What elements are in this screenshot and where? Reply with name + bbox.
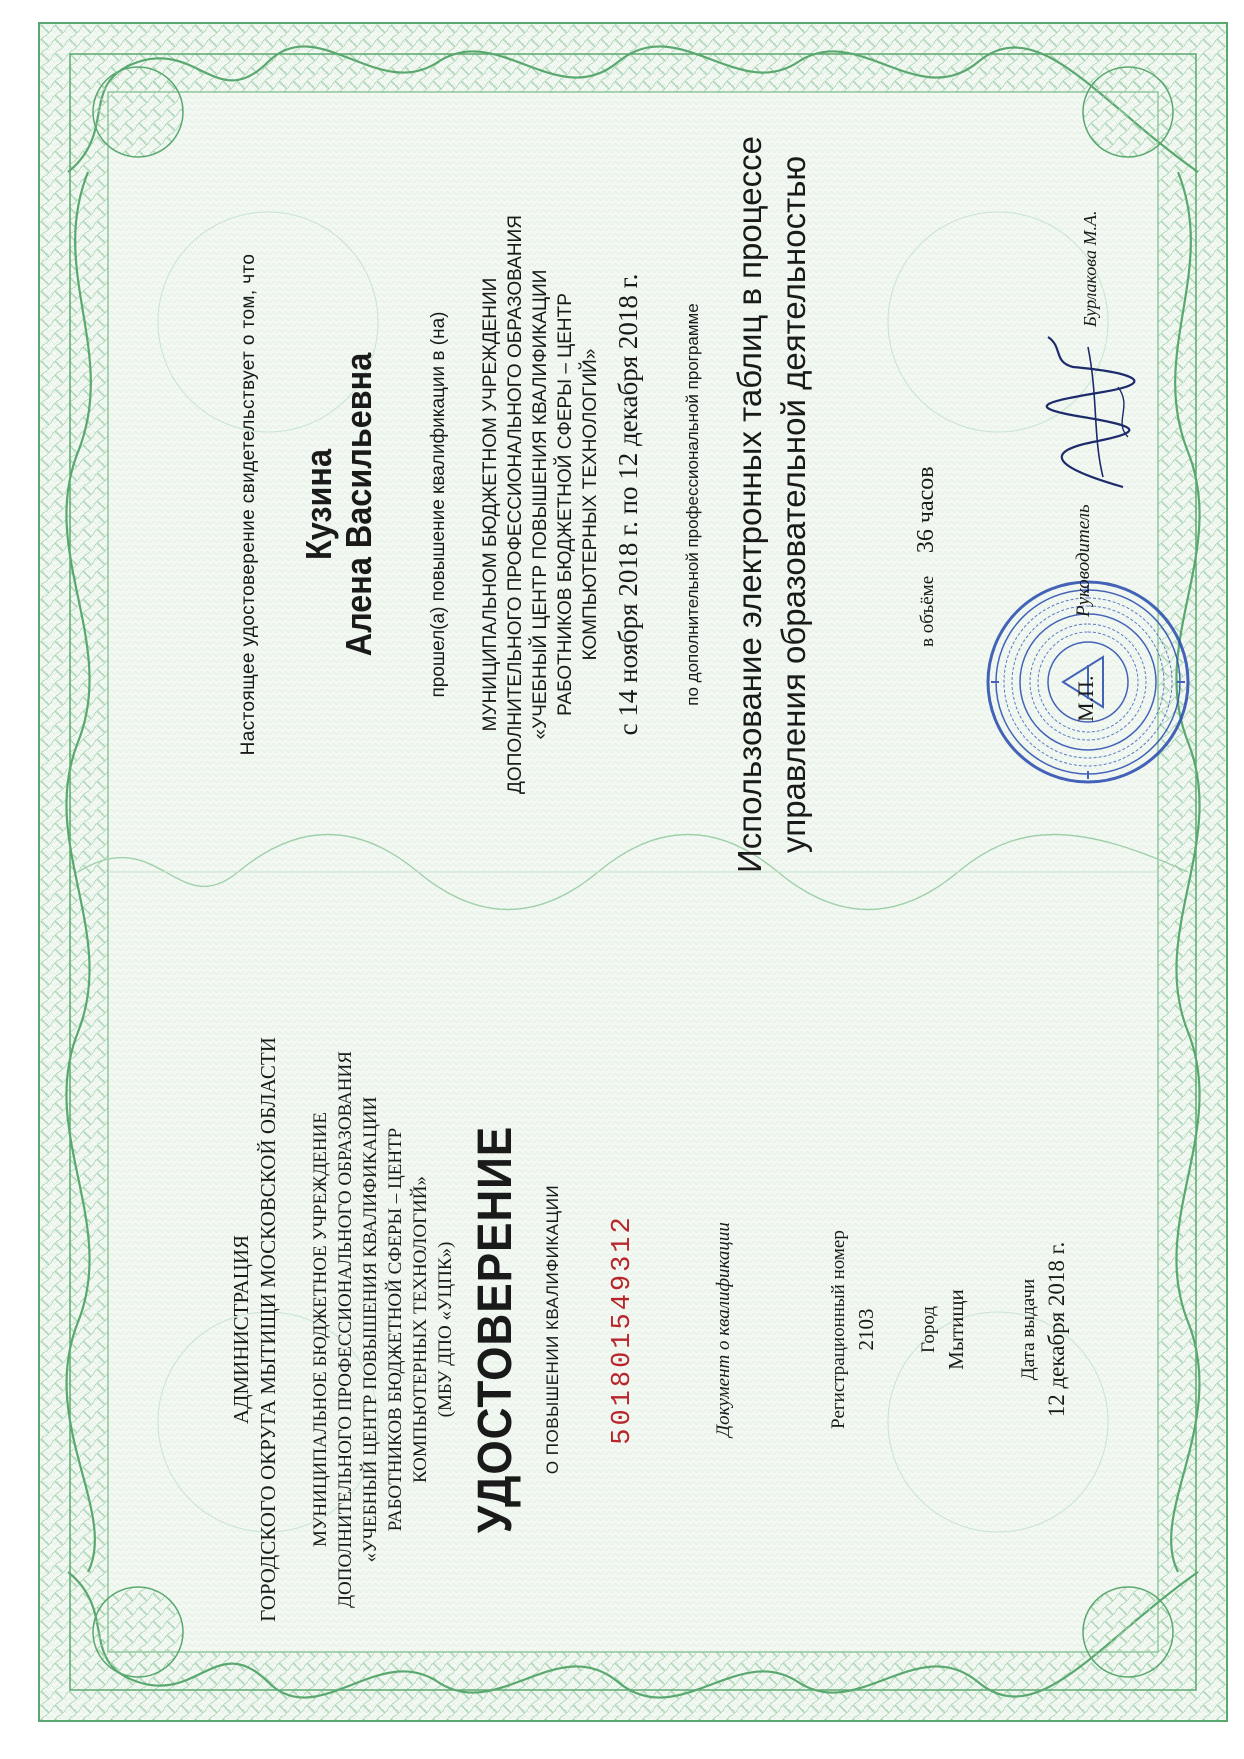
certificate-sheet: [38, 22, 1228, 1722]
institution-block: [308, 917, 458, 1742]
city-label: Город: [918, 1306, 939, 1353]
registration-label: Регистрационный номер: [828, 1230, 849, 1429]
organization-line: ДОПОЛНИТЕЛЬНОГО ПРОФЕССИОНАЛЬНОГО ОБРАЗОВАНИЯ: [505, 215, 526, 794]
head-name: Бурлакова М.А.: [1080, 210, 1100, 327]
passed-text: прошел(а) повышение квалификации в (на): [428, 311, 449, 698]
organization-line: КОМПЬЮТЕРНЫХ ТЕХНОЛОГИЙ»: [580, 348, 601, 661]
head-label: Руководитель: [1073, 504, 1094, 617]
signature-icon: [1033, 327, 1153, 497]
organization-line: МУНИЦИПАЛЬНОМ БЮДЖЕТНОМ УЧРЕЖДЕНИИ: [480, 277, 501, 732]
document-subtitle: О ПОВЫШЕНИИ КВАЛИФИКАЦИИ: [543, 1184, 562, 1475]
organization-line: «УЧЕБНЫЙ ЦЕНТР ПОВЫШЕНИЯ КВАЛИФИКАЦИИ: [530, 269, 551, 740]
organization-block: [478, 92, 603, 917]
institution-line: РАБОТНИКОВ БЮДЖЕТНОЙ СФЕРЫ – ЦЕНТР: [385, 1127, 406, 1532]
issue-date-label: Дата выдачи: [1018, 1278, 1039, 1381]
program-line: управления образовательной деятельностью: [775, 155, 812, 854]
content-half: [138, 92, 1218, 917]
issue-date-value: 12 декабря 2018 г.: [1044, 1241, 1069, 1418]
serial-number: 501801549312: [608, 1214, 638, 1445]
training-period: с 14 ноября 2018 г. по 12 декабря 2018 г.: [613, 273, 643, 736]
administration-heading: [228, 917, 282, 1742]
holder-last-name: Кузина: [298, 449, 339, 560]
seal-place-mark: М.П.: [1073, 675, 1098, 722]
institution-line: МУНИЦИПАЛЬНОЕ БЮДЖЕТНОЕ УЧРЕЖДЕНИЕ: [310, 1112, 331, 1547]
city-value: Мытищи: [944, 1289, 968, 1370]
program-title: [728, 92, 816, 917]
admin-line: ГОРОДСКОГО ОКРУГА МЫТИЩИ МОСКОВСКОЙ ОБЛАСТИ: [256, 1037, 280, 1622]
program-intro: по дополнительной профессиональной программе: [683, 303, 702, 706]
organization-line: РАБОТНИКОВ БЮДЖЕТНОЙ СФЕРЫ – ЦЕНТР: [555, 293, 576, 716]
volume-label: в объёме: [917, 575, 938, 647]
document-type: Документ о квалификации: [713, 1222, 734, 1437]
cover-half: [138, 917, 1218, 1742]
institution-line: «УЧЕБНЫЙ ЦЕНТР ПОВЫШЕНИЯ КВАЛИФИКАЦИИ: [360, 1096, 381, 1563]
program-line: Использование электронных таблиц в процессе: [731, 136, 768, 873]
institution-line: ДОПОЛНИТЕЛЬНОГО ПРОФЕССИОНАЛЬНОГО ОБРАЗОВАНИЯ: [335, 1051, 356, 1608]
certifies-text: Настоящее удостоверение свидетельствует о том, что: [238, 253, 259, 756]
institution-line: (МБУ ДПО «УЦПК»): [435, 1241, 456, 1418]
institution-line: КОМПЬЮТЕРНЫХ ТЕХНОЛОГИЙ»: [410, 1176, 431, 1484]
document-title: УДОСТОВЕРЕНИЕ: [469, 1125, 522, 1534]
holder-first-name: Алена Васильевна: [338, 352, 379, 657]
volume-hours: 36 часов: [913, 466, 939, 554]
admin-line: АДМИНИСТРАЦИЯ: [229, 1235, 253, 1424]
registration-number: 2103: [854, 1308, 878, 1351]
certificate-content: [138, 92, 1218, 1742]
volume-block: [913, 466, 940, 647]
